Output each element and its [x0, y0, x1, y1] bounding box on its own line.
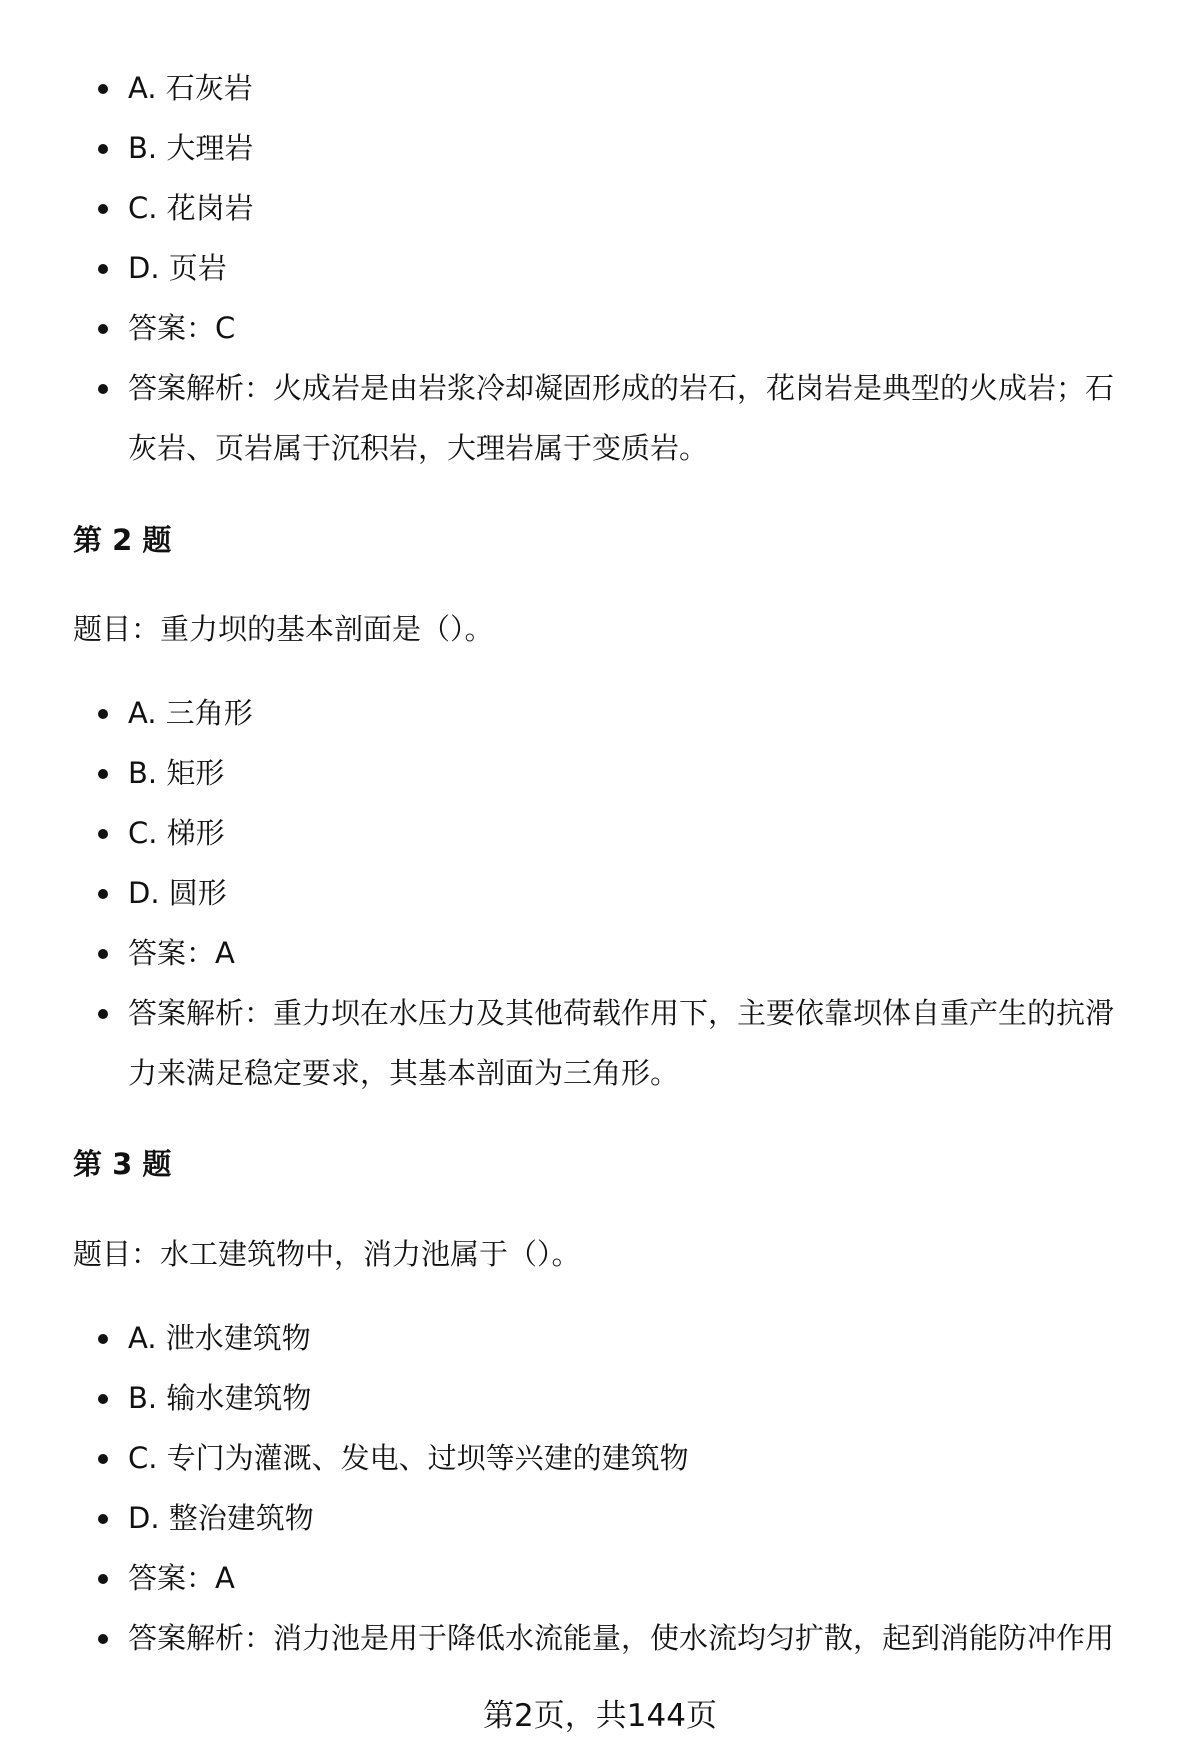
q3-option-list [0, 1308, 1200, 1668]
q2-option-c: C. 梯形 [0, 803, 1200, 863]
q3-stem: 题目：水工建筑物中，消力池属于（）。 [73, 1237, 581, 1271]
q1-option-list [0, 58, 1200, 478]
q1-explanation: 答案解析：火成岩是由岩浆冷却凝固形成的岩石，花岗岩是典型的火成岩；石灰岩、页岩属于沉积岩，大理岩属于变质岩。 [0, 358, 1138, 478]
page-footer: 第2页，共144页 [483, 1698, 717, 1734]
q3-heading: 第 3 题 [73, 1147, 172, 1181]
q2-option-a: A. 三角形 [0, 683, 1200, 743]
q2-option-d: D. 圆形 [0, 863, 1200, 923]
q1-option-a: A. 石灰岩 [0, 58, 1200, 118]
q2-heading: 第 2 题 [73, 523, 172, 557]
q3-option-b: B. 输水建筑物 [0, 1368, 1200, 1428]
q2-explanation: 答案解析：重力坝在水压力及其他荷载作用下，主要依靠坝体自重产生的抗滑力来满足稳定要求，其基本剖面为三角形。 [0, 983, 1138, 1103]
q1-option-d: D. 页岩 [0, 238, 1200, 298]
q2-option-list [0, 683, 1200, 1103]
q1-option-b: B. 大理岩 [0, 118, 1200, 178]
q3-option-d: D. 整治建筑物 [0, 1488, 1200, 1548]
q3-explanation: 答案解析：消力池是用于降低水流能量，使水流均匀扩散，起到消能防冲作用 [0, 1608, 1200, 1668]
q2-answer: 答案：A [0, 923, 1200, 983]
q2-option-b: B. 矩形 [0, 743, 1200, 803]
q3-answer: 答案：A [0, 1548, 1200, 1608]
q1-answer: 答案：C [0, 298, 1200, 358]
q3-option-a: A. 泄水建筑物 [0, 1308, 1200, 1368]
q2-stem: 题目：重力坝的基本剖面是（）。 [73, 612, 494, 646]
q1-option-c: C. 花岗岩 [0, 178, 1200, 238]
q3-option-c: C. 专门为灌溉、发电、过坝等兴建的建筑物 [0, 1428, 1200, 1488]
